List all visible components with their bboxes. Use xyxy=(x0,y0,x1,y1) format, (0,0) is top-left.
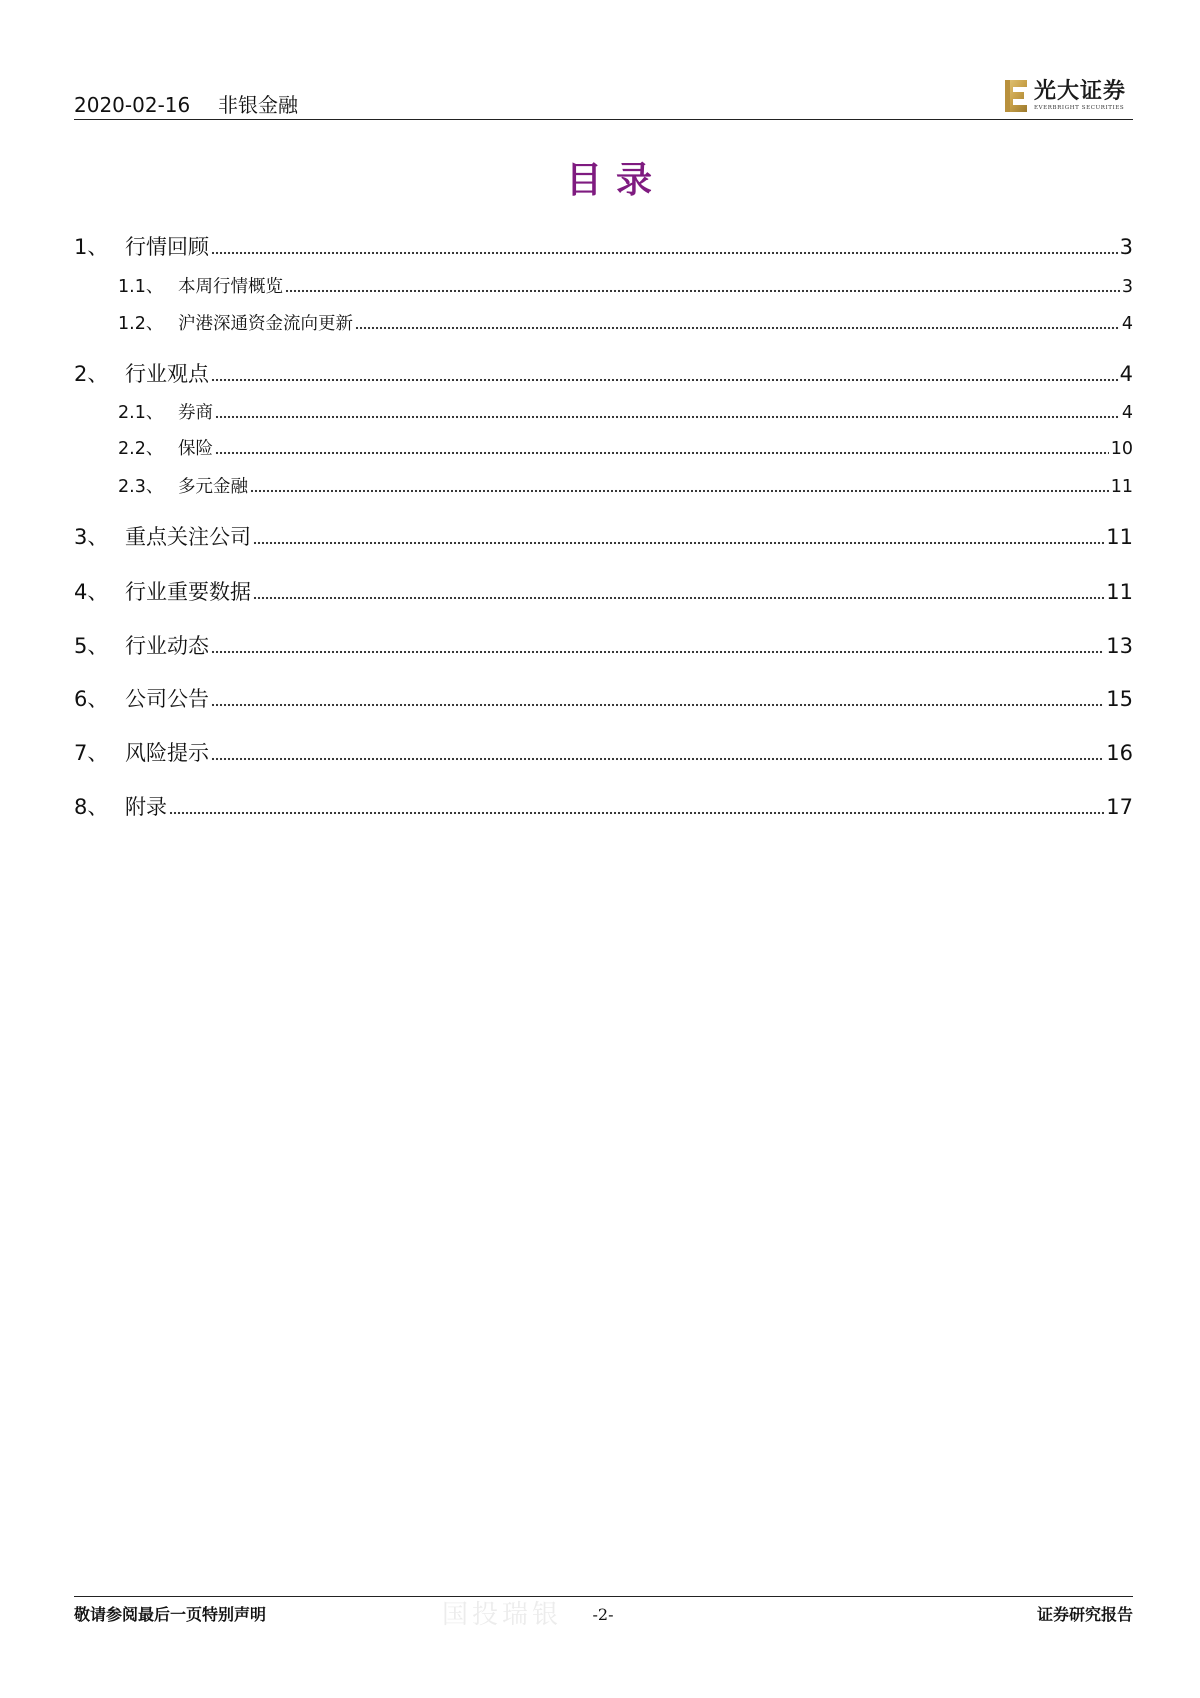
report-category: 非银金融 xyxy=(218,93,298,117)
dot-leader xyxy=(215,415,1120,419)
dot-leader xyxy=(211,757,1104,761)
report-date: 2020-02-16 xyxy=(74,93,191,117)
toc-entry-number: 1.1、 xyxy=(118,277,164,297)
logo-wordmark-cn: 光大证券 xyxy=(1034,78,1127,104)
page-title: 目录 xyxy=(566,159,667,201)
dot-leader xyxy=(211,650,1104,654)
header-rule xyxy=(74,119,1133,120)
toc-entry-4[interactable] xyxy=(74,578,1133,606)
toc-entry-5[interactable] xyxy=(74,632,1133,660)
toc-entry-page: 10 xyxy=(1110,439,1133,459)
toc-entry-number: 3、 xyxy=(74,525,109,549)
dot-leader xyxy=(250,489,1109,493)
dot-leader xyxy=(253,541,1104,545)
toc-entry-title: 行情回顾 xyxy=(125,235,209,259)
toc-entry-2-3[interactable] xyxy=(118,475,1133,499)
page-number: -2- xyxy=(592,1605,614,1624)
toc-entry-8[interactable] xyxy=(74,793,1133,821)
footer-rule xyxy=(74,1596,1133,1597)
toc-entry-page: 4 xyxy=(1121,403,1133,423)
dot-leader xyxy=(355,326,1120,330)
toc-entry-page: 13 xyxy=(1106,634,1133,658)
dot-leader xyxy=(211,251,1118,255)
toc-entry-number: 2、 xyxy=(74,362,109,386)
toc-entry-page: 11 xyxy=(1106,580,1133,604)
toc-entry-number: 2.2、 xyxy=(118,439,164,459)
toc-entry-title: 券商 xyxy=(178,403,213,423)
dot-leader xyxy=(215,451,1109,455)
footer-disclaimer: 敬请参阅最后一页特别声明 xyxy=(74,1605,267,1624)
toc-entry-title: 本周行情概览 xyxy=(178,277,283,297)
toc-entry-3[interactable] xyxy=(74,523,1133,551)
footer-report-type: 证券研究报告 xyxy=(1036,1605,1133,1624)
toc-entry-2-2[interactable] xyxy=(118,437,1133,461)
toc-entry-page: 11 xyxy=(1106,525,1133,549)
toc-entry-1-1[interactable] xyxy=(118,275,1133,299)
dot-leader xyxy=(211,378,1118,382)
toc-entry-page: 3 xyxy=(1119,235,1133,259)
toc-entry-number: 7、 xyxy=(74,741,109,765)
toc-entry-number: 1.2、 xyxy=(118,314,164,334)
dot-leader xyxy=(285,289,1120,293)
toc-entry-page: 11 xyxy=(1110,477,1133,497)
toc-entry-title: 行业观点 xyxy=(125,362,209,386)
everbright-e-logo-icon xyxy=(1004,79,1028,113)
toc-entry-title: 重点关注公司 xyxy=(125,525,251,549)
dot-leader xyxy=(169,811,1104,815)
toc-entry-title: 风险提示 xyxy=(125,741,209,765)
toc-entry-2[interactable] xyxy=(74,360,1133,388)
toc-entry-page: 16 xyxy=(1106,741,1133,765)
toc-entry-page: 4 xyxy=(1121,314,1133,334)
toc-entry-number: 2.1、 xyxy=(118,403,164,423)
toc-entry-2-1[interactable] xyxy=(118,401,1133,425)
toc-entry-7[interactable] xyxy=(74,739,1133,767)
logo-wordmark-en: EVERBRIGHT SECURITIES xyxy=(1034,105,1125,111)
toc-entry-number: 5、 xyxy=(74,634,109,658)
toc-entry-6[interactable] xyxy=(74,685,1133,713)
toc-entry-title: 行业重要数据 xyxy=(125,580,251,604)
toc-entry-1-2[interactable] xyxy=(118,312,1133,336)
watermark: 国投瑞银 xyxy=(442,1600,563,1630)
toc-entry-title: 附录 xyxy=(125,795,167,819)
toc-entry-page: 15 xyxy=(1106,687,1133,711)
toc-entry-number: 6、 xyxy=(74,687,109,711)
toc-entry-number: 8、 xyxy=(74,795,109,819)
toc-entry-title: 公司公告 xyxy=(125,687,209,711)
toc-entry-page: 4 xyxy=(1119,362,1133,386)
toc-entry-number: 2.3、 xyxy=(118,477,164,497)
toc-entry-title: 沪港深通资金流向更新 xyxy=(178,314,353,334)
toc-entry-title: 多元金融 xyxy=(178,477,248,497)
toc-entry-page: 17 xyxy=(1106,795,1133,819)
dot-leader xyxy=(211,703,1104,707)
toc-entry-number: 1、 xyxy=(74,235,109,259)
toc-entry-page: 3 xyxy=(1121,277,1133,297)
toc-entry-1[interactable] xyxy=(74,233,1133,261)
toc-entry-title: 保险 xyxy=(178,439,213,459)
dot-leader xyxy=(253,596,1104,600)
toc-entry-title: 行业动态 xyxy=(125,634,209,658)
toc-entry-number: 4、 xyxy=(74,580,109,604)
